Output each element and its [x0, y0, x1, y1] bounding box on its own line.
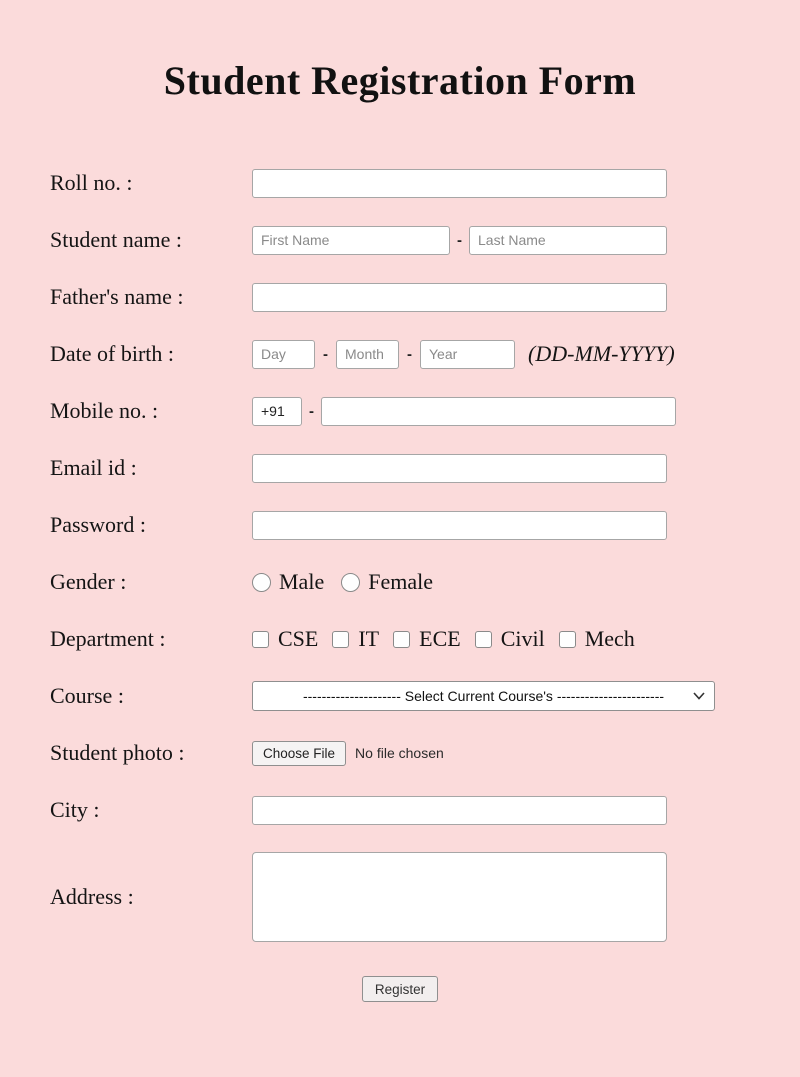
- male-radio[interactable]: [252, 573, 271, 592]
- department-label: Department :: [50, 626, 166, 651]
- mobile-row: [50, 396, 800, 426]
- choose-file-button[interactable]: Choose File: [252, 741, 346, 766]
- password-row: [50, 510, 800, 540]
- address-row: [50, 852, 800, 942]
- mech-checkbox-label: Mech: [584, 626, 635, 651]
- student-name-label: Student name :: [50, 227, 182, 252]
- email-row: [50, 453, 800, 483]
- last-name-input[interactable]: [469, 226, 667, 255]
- city-input[interactable]: [252, 796, 667, 825]
- photo-row: [50, 738, 800, 768]
- civil-checkbox[interactable]: [475, 631, 492, 648]
- department-option-ece: [393, 626, 461, 652]
- password-label: Password :: [50, 512, 146, 537]
- gender-row: [50, 567, 800, 597]
- course-select[interactable]: [252, 681, 715, 711]
- it-checkbox[interactable]: [332, 631, 349, 648]
- chevron-down-icon: [693, 692, 705, 700]
- password-input[interactable]: [252, 511, 667, 540]
- civil-checkbox-label: Civil: [500, 626, 545, 651]
- register-button[interactable]: Register: [362, 976, 438, 1002]
- father-name-row: [50, 282, 800, 312]
- page-title: Student Registration Form: [163, 58, 637, 103]
- cse-checkbox[interactable]: [252, 631, 269, 648]
- ece-checkbox-label: ECE: [419, 626, 461, 651]
- department-row: [50, 624, 800, 654]
- course-select-value: --------------------- Select Current Course's -----------------------: [302, 688, 665, 704]
- photo-label: Student photo :: [50, 740, 185, 765]
- dob-year-input[interactable]: [420, 340, 515, 369]
- department-option-it: [332, 626, 379, 652]
- name-separator: -: [457, 231, 462, 249]
- address-label: Address :: [50, 884, 134, 909]
- mobile-separator: -: [309, 402, 314, 420]
- file-status-text: No file chosen: [355, 745, 444, 761]
- student-registration-form: [0, 168, 800, 1002]
- course-row: [50, 681, 800, 711]
- female-radio-label: Female: [368, 569, 433, 594]
- mobile-label: Mobile no. :: [50, 398, 159, 423]
- dob-separator: -: [407, 345, 412, 363]
- email-input[interactable]: [252, 454, 667, 483]
- dob-label: Date of birth :: [50, 341, 175, 366]
- mobile-number-input[interactable]: [321, 397, 676, 426]
- father-name-label: Father's name :: [50, 284, 184, 309]
- father-name-input[interactable]: [252, 283, 667, 312]
- dob-month-input[interactable]: [336, 340, 399, 369]
- student-name-row: [50, 225, 800, 255]
- department-option-civil: [475, 626, 545, 652]
- city-label: City :: [50, 797, 100, 822]
- roll-no-input[interactable]: [252, 169, 667, 198]
- female-radio[interactable]: [341, 573, 360, 592]
- department-option-mech: [559, 626, 635, 652]
- gender-option-female: [341, 569, 433, 595]
- dob-format-hint: (DD-MM-YYYY): [528, 341, 675, 366]
- first-name-input[interactable]: [252, 226, 450, 255]
- submit-area: [0, 976, 800, 1002]
- dob-separator: -: [323, 345, 328, 363]
- ece-checkbox[interactable]: [393, 631, 410, 648]
- address-textarea[interactable]: [252, 852, 667, 942]
- dob-row: [50, 339, 800, 369]
- dob-day-input[interactable]: [252, 340, 315, 369]
- email-label: Email id :: [50, 455, 137, 480]
- department-option-cse: [252, 626, 318, 652]
- gender-option-male: [252, 569, 324, 595]
- roll-no-row: [50, 168, 800, 198]
- course-label: Course :: [50, 683, 124, 708]
- roll-no-label: Roll no. :: [50, 170, 133, 195]
- it-checkbox-label: IT: [358, 626, 380, 651]
- country-code-input[interactable]: [252, 397, 302, 426]
- gender-label: Gender :: [50, 569, 127, 594]
- cse-checkbox-label: CSE: [278, 626, 319, 651]
- city-row: [50, 795, 800, 825]
- mech-checkbox[interactable]: [559, 631, 576, 648]
- male-radio-label: Male: [279, 569, 325, 594]
